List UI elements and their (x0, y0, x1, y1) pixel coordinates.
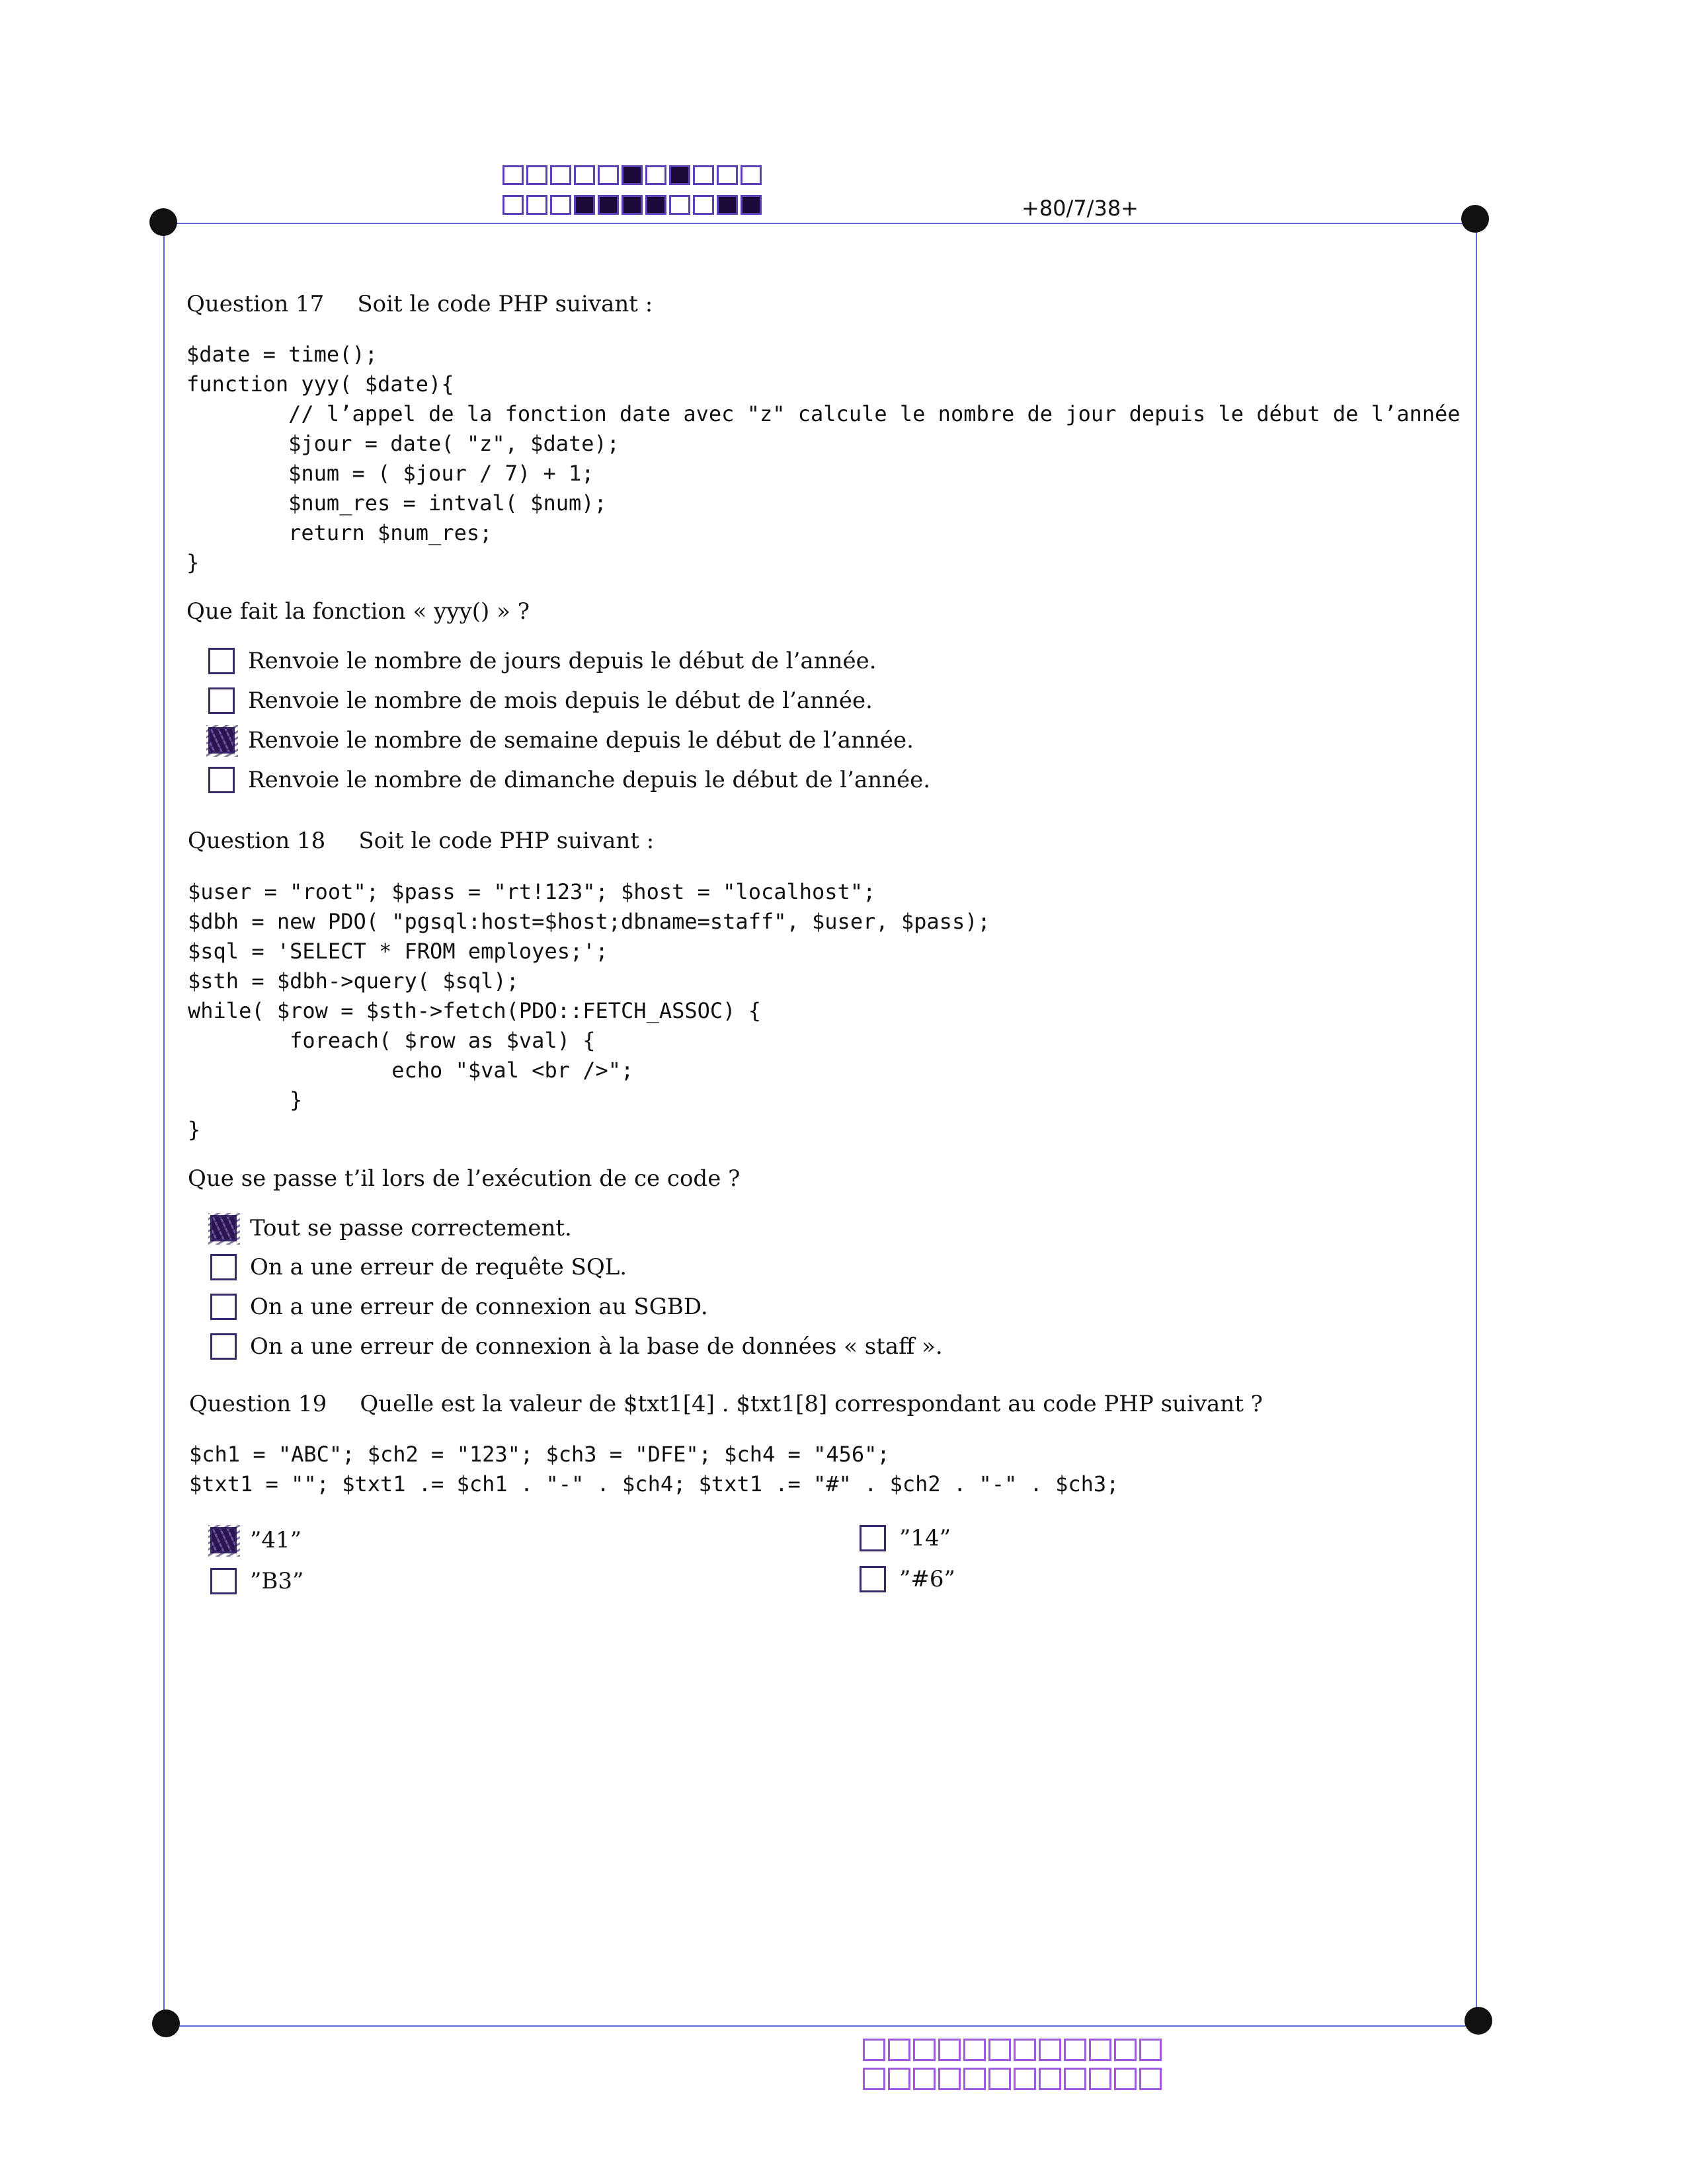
question-18-heading (188, 828, 654, 854)
id-code-cell (888, 2039, 910, 2061)
q18-answer-1[interactable] (210, 1215, 572, 1241)
id-code-cell (988, 2039, 1011, 2061)
checkbox[interactable] (210, 1294, 237, 1320)
id-code-cell (693, 195, 714, 215)
id-code-cell (938, 2039, 961, 2061)
answer-text: ”14” (899, 1525, 951, 1551)
id-code-cell-filled (669, 165, 690, 185)
question-17-code: $date = time(); function yyy( $date){ // l’appel de la fonction date avec "z" calcule le nombre de jour depuis le début de l’année $jour = date( "z", $date); $num = ( $jour / 7) + 1; $num_res = intval( $num); return $num_res; } (186, 342, 1461, 575)
registration-mark-top-left (149, 208, 177, 236)
q17-answer-3[interactable] (208, 727, 914, 754)
question-title: Soit le code PHP suivant : (358, 828, 655, 854)
id-code-cell (963, 2068, 986, 2090)
id-code-cell (1089, 2068, 1111, 2090)
id-code-cell (550, 195, 571, 215)
bottom-id-code-row-2 (863, 2068, 1164, 2090)
id-code-cell (645, 165, 666, 185)
id-code-cell (1039, 2039, 1061, 2061)
answer-text: On a une erreur de requête SQL. (250, 1254, 627, 1280)
bottom-id-code-row-1 (863, 2039, 1164, 2061)
id-code-cell-filled (645, 195, 666, 215)
registration-mark-bottom-left (152, 2009, 180, 2037)
checkbox[interactable] (860, 1525, 886, 1551)
answer-text: ”#6” (899, 1566, 955, 1592)
question-label: Question 19 (189, 1391, 327, 1417)
id-code-cell (1089, 2039, 1111, 2061)
id-code-cell (1064, 2068, 1086, 2090)
id-code-cell (502, 165, 524, 185)
checkbox[interactable] (208, 767, 235, 793)
checkbox-checked[interactable] (208, 727, 235, 754)
top-id-code-row-2 (502, 195, 764, 215)
id-code-cell (913, 2039, 936, 2061)
id-code-cell (1139, 2068, 1162, 2090)
id-code-cell (598, 165, 619, 185)
q18-answer-4[interactable] (210, 1333, 943, 1360)
q17-answer-1[interactable] (208, 648, 877, 674)
registration-mark-bottom-right (1465, 2007, 1492, 2035)
id-code-cell (1139, 2039, 1162, 2061)
id-code-cell (550, 165, 571, 185)
question-17-prompt: Que fait la fonction « yyy() » ? (186, 598, 530, 625)
q17-answer-4[interactable] (208, 767, 930, 793)
question-18-prompt: Que se passe t’il lors de l’exécution de ce code ? (188, 1165, 741, 1192)
answer-text: Tout se passe correctement. (250, 1215, 572, 1241)
id-code-cell (717, 165, 738, 185)
checkbox[interactable] (860, 1566, 886, 1592)
checkbox-checked[interactable] (210, 1527, 237, 1553)
id-code-cell-filled (574, 195, 595, 215)
answer-text: Renvoie le nombre de semaine depuis le début de l’année. (248, 727, 914, 754)
id-code-cell (693, 165, 714, 185)
id-code-cell (526, 165, 547, 185)
id-code-cell (888, 2068, 910, 2090)
registration-mark-top-right (1461, 205, 1489, 233)
question-title: Quelle est la valeur de $txt1[4] . $txt1[8] correspondant au code PHP suivant ? (360, 1391, 1263, 1417)
id-code-cell-filled (622, 165, 643, 185)
checkbox-checked[interactable] (210, 1215, 237, 1241)
id-code-cell (863, 2068, 885, 2090)
id-code-cell (988, 2068, 1011, 2090)
q19-answer-2[interactable] (860, 1525, 951, 1551)
checkbox[interactable] (208, 648, 235, 674)
question-18-code: $user = "root"; $pass = "rt!123"; $host = "localhost"; $dbh = new PDO( "pgsql:host=$host;dbname=staff", $user, $pass); $sql = 'SELECT * FROM employes;'; $sth = $dbh->query( $sql); while( $row = $sth->fetch(PDO::FETCH_ASSOC) { foreach( $row as $val) { echo "$val <br />"; } } (188, 879, 990, 1142)
question-17-heading (186, 291, 653, 317)
answer-text: Renvoie le nombre de jours depuis le début de l’année. (248, 648, 877, 674)
id-code-cell (669, 195, 690, 215)
id-code-cell-filled (741, 195, 762, 215)
id-code-cell (1014, 2068, 1036, 2090)
checkbox[interactable] (210, 1568, 237, 1594)
id-code-cell-filled (622, 195, 643, 215)
q18-answer-3[interactable] (210, 1294, 708, 1320)
answer-text: Renvoie le nombre de dimanche depuis le début de l’année. (248, 767, 931, 793)
id-code-cell-filled (717, 195, 738, 215)
id-code-cell-filled (598, 195, 619, 215)
q19-answer-3[interactable] (210, 1568, 303, 1594)
id-code-cell (913, 2068, 936, 2090)
checkbox[interactable] (210, 1254, 237, 1280)
id-code-cell (741, 165, 762, 185)
answer-text: On a une erreur de connexion à la base de données « staff ». (250, 1333, 943, 1360)
q19-answer-1[interactable] (210, 1527, 301, 1553)
checkbox[interactable] (208, 687, 235, 714)
id-code-cell (1039, 2068, 1061, 2090)
answer-text: ”B3” (250, 1568, 304, 1594)
id-code-cell (502, 195, 524, 215)
id-code-cell (963, 2039, 986, 2061)
id-code-cell (1114, 2068, 1137, 2090)
id-code-cell (1064, 2039, 1086, 2061)
top-id-code-row-1 (502, 165, 764, 185)
id-code-cell (526, 195, 547, 215)
q17-answer-2[interactable] (208, 687, 873, 714)
question-title: Soit le code PHP suivant : (357, 291, 653, 317)
q19-answer-4[interactable] (860, 1566, 955, 1592)
id-code-cell (1014, 2039, 1036, 2061)
question-19-heading (189, 1391, 1263, 1417)
id-code-cell (863, 2039, 885, 2061)
q18-answer-2[interactable] (210, 1254, 627, 1280)
question-label: Question 18 (188, 828, 326, 854)
answer-text: On a une erreur de connexion au SGBD. (250, 1294, 708, 1320)
id-code-cell (938, 2068, 961, 2090)
id-code-cell (1114, 2039, 1137, 2061)
id-code-cell (574, 165, 595, 185)
question-label: Question 17 (186, 291, 325, 317)
checkbox[interactable] (210, 1333, 237, 1360)
answer-text: ”41” (250, 1527, 302, 1553)
page-id: +80/7/38+ (1022, 196, 1139, 221)
answer-text: Renvoie le nombre de mois depuis le début de l’année. (248, 687, 873, 714)
question-19-code: $ch1 = "ABC"; $ch2 = "123"; $ch3 = "DFE"; $ch4 = "456"; $txt1 = ""; $txt1 .= $ch1 . "-" . $ch4; $txt1 .= "#" . $ch2 . "-" . $ch3; (189, 1442, 1119, 1497)
